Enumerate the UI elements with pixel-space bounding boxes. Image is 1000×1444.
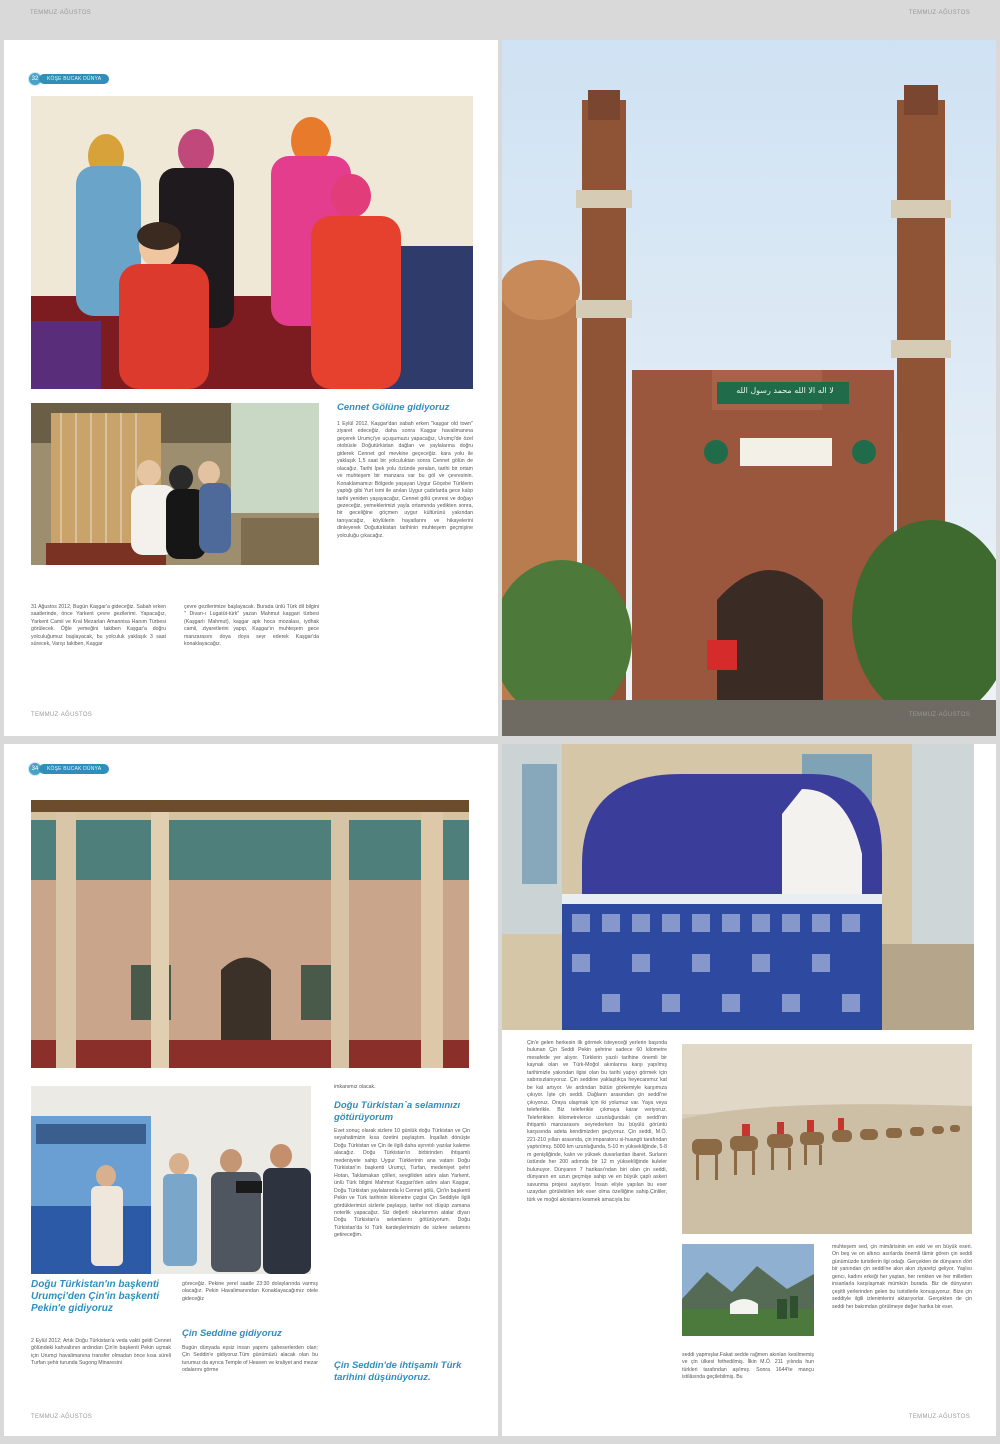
section-badge-bottom [28, 762, 109, 776]
photo-carpet-weavers [31, 403, 319, 565]
mosque-sign-text: لا اله الا الله محمد رسول الله [736, 386, 834, 395]
photo-yurt [682, 1244, 814, 1336]
text-col-c-top: imkanımız olacak. [334, 1084, 376, 1090]
section-label-bottom: KÖŞE BUCAK DÜNYA [39, 764, 109, 774]
heading-selam: Doğu Türkistan`a selamınızı götürüyorum [334, 1100, 461, 1123]
page-footer-right: TEMMUZ·AĞUSTOS [908, 712, 970, 718]
heading-cin-seddi: Çin Seddine gidiyoruz [182, 1328, 282, 1339]
photo-camel-caravan [682, 1044, 972, 1234]
text-col-b-top: göreceğiz. Pekine yerel saatle 23:30 dolaylarında varmış olacağız. Pekin Havalimanından Konaklayacağımız otele gideceğiz [182, 1281, 318, 1302]
page-left-top [4, 40, 498, 736]
photo-uygur-family [31, 96, 473, 389]
text-col-b-bottom: Bugün dünyada eşsiz insan yapımı şaheserlerden olan; Çin Seddin'e gidiyoruz.Tüm günümüzü alacak olan bu turumuz da ayrıca Temple of Heaven ve kraliyet and mezar odalarını görme [182, 1345, 318, 1374]
page-footer-right-bottom: TEMMUZ·AĞUSTOS [908, 1414, 970, 1420]
photo-tomb-visit [31, 1086, 311, 1274]
page-number: 32 [28, 72, 42, 86]
page-number-bottom: 34 [28, 762, 42, 776]
heading-cin-seddin-ihtisam: Çin Seddin'de ihtişamlı Türk tarihini düşünüyoruz. [334, 1360, 462, 1383]
text-col-mid: çevre gezilerimize başlayacak. Burada ünlü Türk dil bilgini " Divan-ı Lugatüt-türk" yazan Mahmut kaşgari türbesi (Kaşgarlı Mahmut), kaşgar apk hoca mozalası, iydhak camii, ziyaretlerini yapıp, Kaşgar'ın muhteşem gece manzarasını doya doya seyr ederek Kaşgar'da konaklayacağız. [184, 604, 319, 648]
photo-mosque [502, 40, 996, 736]
section-label: KÖŞE BUCAK DÜNYA [39, 74, 109, 84]
text-col-left: 31 Ağustos 2012, Bugün Kaşgar'a gideceğiz. Sabah erken saatlerinde, önce Yarkent çevre gezilerimi. Yapacağız, Yarkent Camii ve Kral Mezarları Amannisa Hanım Türbesi görülecek. Öğle yemeğini takiben Kaşgar'a doğru yolculuğumuz başlayacak, bu yolculuk yaklaşık 3 saat sürecek, Varışı takiben, Kaşgar [31, 604, 166, 648]
photo-mosque-interior [31, 800, 469, 1068]
running-header-left: TEMMUZ·AĞUSTOS [30, 10, 92, 16]
text-col-right: 1 Eylül 2012, Kaşgar'dan sabah erken "kaşgar old town" ziyaret edeceğiz, daha sonra Kaşgar havalimanına geçerek Urumçi'ye uçuşumuzu yapacağız, Urumçi'de özel otobüsle Doğutürkistan dağları ve yaylalarına doğru giderek Cennet gol mevkine geçeceğiz. kara yolu ile yaklaşık 1,5 saat bir yolculuktan sonra Cennet gölün de olacağız. Tarihi İpek yolu özünde yeralan, tarihi bir ortam ve muhteşem bir manzara var bu göl ve çevresinin. Konaklamamızı Bölgede yaşayan Uygur Göçebe Türklerin yaptığı gibi Yurt ismi ile anılan Uygur çadırlarda gece kalıp tarihi yeniden yaşayacağız, Cennet gölü çevresi ve doğayı gezeceğiz, yemeklerimizi yayla ortamında yedikten sonra, bir geceliğine göçmen uygur kültürünü yakından tanıyacağız, köylülerin hayatlarını ve hikayelerini dinleyerek Doğutürkistan tarihinin muhteşem geçmişine yolculuğu çıkacağız. [337, 421, 473, 539]
page-right-bottom [502, 744, 996, 1436]
section-badge [28, 72, 109, 86]
text-col-a: 2 Eylül 2012; Artık Doğu Türkistan'a veda vakti geldi Cennet gölündeki kahvaltının ardından Çin'in başkenti Pekin uçmak için Urumçi havalimanına transfer olmadan önce kısa süreli Turfan şehir turunda Sugong Minaresini [31, 1338, 171, 1367]
page-footer-left-bottom: TEMMUZ·AĞUSTOS [31, 1414, 93, 1420]
photo-tiled-tomb [502, 744, 974, 1030]
heading-cennet-golu: Cennet Gölüne gidiyoruz [337, 402, 450, 413]
page-footer-left: TEMMUZ·AĞUSTOS [31, 712, 93, 718]
text-col-d: Çin'e gelen herkesin ilk görmek isteyeceği yerlerin başında bulunan Çin Seddi Pekin şehrine sadece 60 kilometre mesafede yer alıyor. Türklerin yazılı tarihine önemli bir kaynak olan ve Türk-Moğol akınlarına karşı yapılmış tarihimizle yakından ilgisi olan bu tarihi yapıyı görmek için sabırsızlanıyoruz. Çin seddine yaklaştıkça heyecanımız kat be kat artıyor. Ve ardından bütün görkemiyle karşımıza çıkıyor. İşte çin seddi. Dağların arasından çin seddi'ne çıkıyoruz. Oraya ulaşmak için iki yolumuz var. Yaya veya teleferikle. Biz teleferikle çıkmaya karar veriyoruz. Teleferikten kilometrelerce uzunluğundaki çin seddi'nin ihtişamlı manzarasını seyrederken bu büyülü görüntü karşısında adeta kendimizden geçiyoruz. Çin seddi, M.Ö. 221-210 yılları arasında, çin imparatoru si-huangti tarafından yaptırılmış. 5000 km uzunluğunda, 5-10 m yüksekliğinde, 5-8 m genişliğinde, kalın ve yüksek duvarlardan ibaret. Surların üstünde her 200 adımda bir 12 m yüksekliğinde kuleler bulunuyor. Dünyanın 7 harikası'ndan biri olan çin seddi, dünyanın en uzun geçmişe sahip ve en büyük çaplı askeri savunma projesi sayılıyor. İnsan eliyle yapılan bu eser uzaydan görülebilen tek eser olma özelliğine sahip.Çinliler, türk ve moğol akınlarını kesmek amacıyla bu [527, 1040, 667, 1203]
text-col-f: muhteşem sed, çin mimârisinin en eski ve en büyük eseri. On beş ve on altıncı asırlarda önemli tâmir gören çin seddi günümüzde turistlerin ilgi odağı. Gerçekten de dünyanın dört bir yanından çin seddi'ne akın akın ziyaretçi geliyor. Yaşlısı gencı, kadını erkeği her yaştan, her renkten ve her milletten insanlarla karşılaşmak mümkün burada. Biz de dünyanın çeşitli yerlerinden gelen bu turistlerle konuşuyoruz. Bize çin seddiyle ilgili izlenimlerini aktarıyorlar. Gerçekten de çin seddi her bakımdan görülmeye değer harika bir eser. [832, 1244, 972, 1310]
running-header-right: TEMMUZ·AĞUSTOS [908, 10, 970, 16]
page-left-bottom [4, 744, 498, 1436]
text-col-c: Evet sonuç olarak sizlere 10 günlük doğu Türkistan ve Çin seyahatimizin kısa özetini paylaştım. İnşallah dönüşte Doğu Türkistan ve Çin ile ilgili daha ayrıntılı yazılar kaleme alacağız. Doğu Türkistan'ın birbirinden ihtişamlı medeniyete sahip Uygur Türklerinin ana vatanı Doğu Türkistan'ın başkenti Urumçi, Turfan, medeniyet şehri Hotan, Taklamakan çölleri, sevgiliden adını alan Yarkent, ünlü Türk bilgini Mahmut Kaşgari'den adını alan Kaşgar, Doğu Türkistan yaylalarında ki Cennet gölü, Çin'in başkenti Pekin ve Türk tarihinin kilometre çizgisi Çin Seddiyle ilgili gördüklerimizi sizlerle paylaşıp, tarihe not düşüp zamana noterlik yapacağız. Siz değerli okurlarımın atalar diyarı Doğu Türkistan'a selamlarını götürüyorum. Doğu Türkistan'da ki Türk kardeşlerimizin de sizlere selamını getireceğim. [334, 1128, 470, 1239]
heading-urumci-pekin: Doğu Türkistan'ın başkenti Urumçi'den Çin'in başkenti Pekin'e gidiyoruz [31, 1279, 160, 1314]
text-col-e: seddi yapmışlar.Fakat sedde rağmen akınları kesilmemiş ve çin ülkesi fethedilmiş. İlkin M.Ö. 211 yılında hun türkleri tarafından aşılmış. Sonra 1644'te mançu istilâsında geçilebilmiş. Bu [682, 1352, 814, 1381]
